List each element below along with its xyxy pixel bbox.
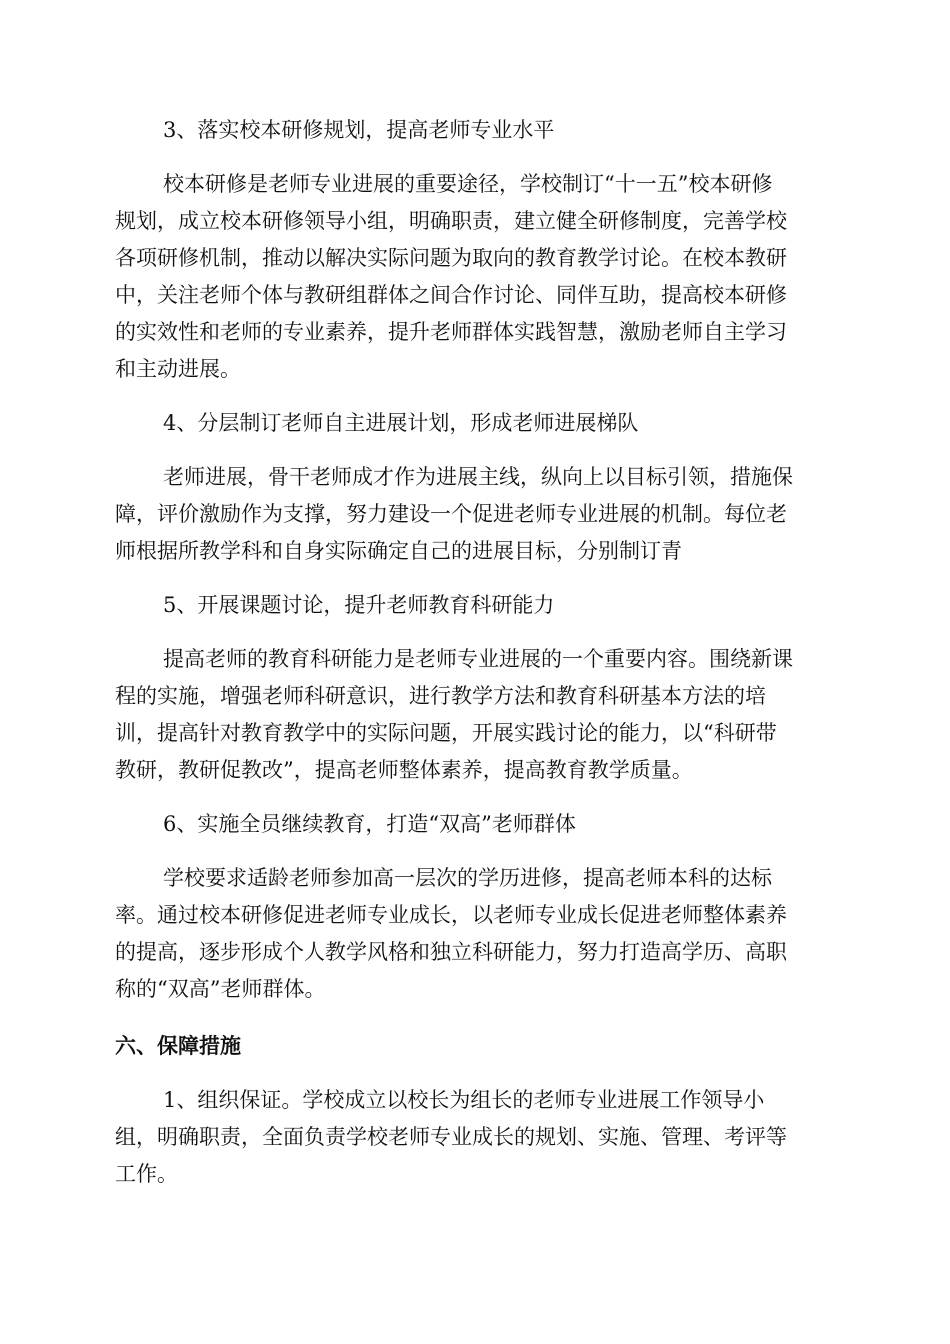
- sub-heading-6: 6、实施全员继续教育，打造“双高”老师群体: [163, 812, 576, 836]
- paragraph-line: 称的“双高”老师群体。: [115, 977, 326, 1001]
- paragraph-line: 学校要求适龄老师参加高一层次的学历进修，提高老师本科的达标: [163, 866, 772, 890]
- paragraph-line: 中，关注老师个体与教研组群体之间合作讨论、同伴互助，提高校本研修: [115, 283, 787, 307]
- sub-heading-5: 5、开展课题讨论，提升老师教育科研能力: [163, 593, 555, 617]
- paragraph-line: 教研，教研促教改”，提高老师整体素养，提高教育教学质量。: [115, 758, 693, 782]
- paragraph-line: 提高老师的教育科研能力是老师专业进展的一个重要内容。围绕新课: [163, 647, 793, 671]
- sub-heading-3: 3、落实校本研修规划，提高老师专业水平: [163, 118, 555, 142]
- paragraph-teacher-development: [115, 459, 835, 570]
- document-body: [115, 112, 835, 1193]
- paragraph-organizational-guarantee: [115, 1082, 835, 1193]
- paragraph-line: 工作。: [115, 1162, 178, 1186]
- paragraph-line: 规划，成立校本研修领导小组，明确职责，建立健全研修制度，完善学校: [115, 209, 787, 233]
- paragraph-line: 程的实施，增强老师科研意识，进行教学方法和教育科研基本方法的培: [115, 684, 766, 708]
- paragraph-line: 训，提高针对教育教学中的实际问题，开展实践讨论的能力，以“科研带: [115, 721, 777, 745]
- paragraph-line: 障，评价激励作为支撑，努力建设一个促进老师专业进展的机制。每位老: [115, 502, 787, 526]
- paragraph-line: 1、组织保证。学校成立以校长为组长的老师专业进展工作领导小: [163, 1088, 765, 1112]
- paragraph-line: 和主动进展。: [115, 357, 241, 381]
- paragraph-line: 的提高，逐步形成个人教学风格和独立科研能力，努力打造高学历、高职: [115, 940, 787, 964]
- paragraph-line: 率。通过校本研修促进老师专业成长，以老师专业成长促进老师整体素养: [115, 903, 787, 927]
- paragraph-continuing-education: [115, 860, 835, 1008]
- paragraph-line: 校本研修是老师专业进展的重要途径，学校制订“十一五”校本研修: [163, 172, 773, 196]
- paragraph-line: 各项研修机制，推动以解决实际问题为取向的教育教学讨论。在校本教研: [115, 246, 787, 270]
- paragraph-research-ability: [115, 641, 835, 789]
- paragraph-line: 师根据所教学科和自身实际确定自己的进展目标，分别制订青: [115, 539, 682, 563]
- section-heading-safeguards: 六、保障措施: [115, 1034, 241, 1058]
- sub-heading-4: 4、分层制订老师自主进展计划，形成老师进展梯队: [163, 411, 639, 435]
- paragraph-school-training: [115, 166, 835, 388]
- paragraph-line: 组，明确职责，全面负责学校老师专业成长的规划、实施、管理、考评等: [115, 1125, 787, 1149]
- paragraph-line: 老师进展，骨干老师成才作为进展主线，纵向上以目标引领，措施保: [163, 465, 793, 489]
- paragraph-line: 的实效性和老师的专业素养，提升老师群体实践智慧，激励老师自主学习: [115, 320, 787, 344]
